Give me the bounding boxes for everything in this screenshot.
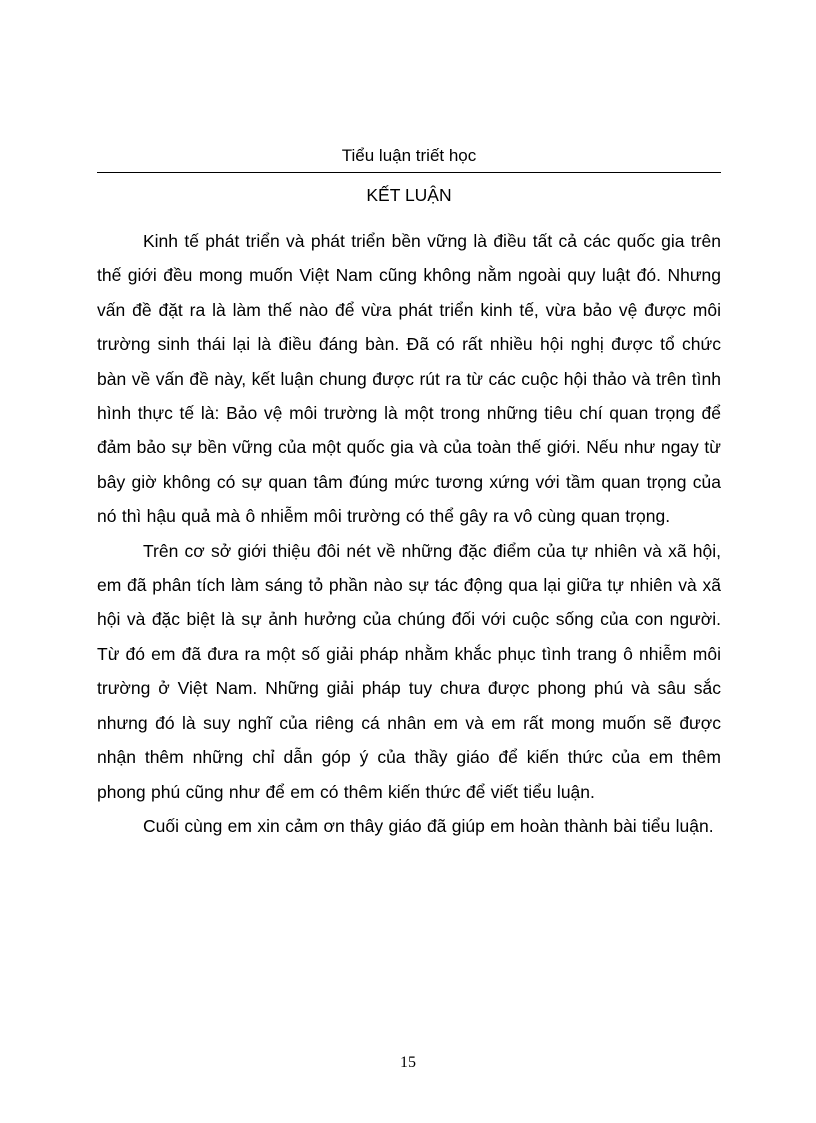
header-divider (97, 172, 721, 173)
running-header: Tiểu luận triết học (341, 146, 477, 165)
paragraph-3: Cuối cùng em xin cảm ơn thây giáo đã giúp em hoàn thành bài tiểu luận. (143, 815, 714, 836)
paragraph-2: Trên cơ sở giới thiệu đôi nét về những đặc điểm của tự nhiên và xã hội, em đã phân tích làm sáng tỏ phần nào sự tác động qua lại giữa tự nhiên và xã hội và đặc biệt là sự ảnh hưởng của chúng đối với cuộc sống của con người. Từ đó em đã đưa ra một số giải pháp nhằm khắc phục tình trang ô nhiễm môi trường ở Việt Nam. Những giải pháp tuy chưa được phong phú và sâu sắc nhưng đó là suy nghĩ của riêng cá nhân em và em rất mong muốn sẽ được nhận thêm những chỉ dẫn góp ý của thầy giáo để kiến thức của em thêm phong phú cũng như để em có thêm kiến thức để viết tiểu luận. (97, 540, 721, 802)
section-heading: KẾT LUẬN (366, 185, 452, 205)
paragraph-1: Kinh tế phát triển và phát triển bền vững là điều tất cả các quốc gia trên thế giới đều mong muốn Việt Nam cũng không nằm ngoài quy luật đó. Nhưng vấn đề đặt ra là làm thế nào để vừa phát triển kinh tế, vừa bảo vệ được môi trường sinh thái lại là điều đáng bàn. Đã có rất nhiều hội nghị được tổ chức bàn về vấn đề này, kết luận chung được rút ra từ các cuộc hội thảo và trên tình hình thực tế là: Bảo vệ môi trường là một trong những tiêu chí quan trọng để đảm bảo sự bền vững của một quốc gia và của toàn thế giới. Nếu như ngay từ bây giờ không có sự quan tâm đúng mức tương xứng với tầm quan trọng của nó thì hậu quả mà ô nhiễm môi trường có thể gây ra vô cùng quan trọng. (97, 231, 721, 527)
page-number: 15 (400, 1054, 416, 1071)
body-text (97, 224, 721, 843)
